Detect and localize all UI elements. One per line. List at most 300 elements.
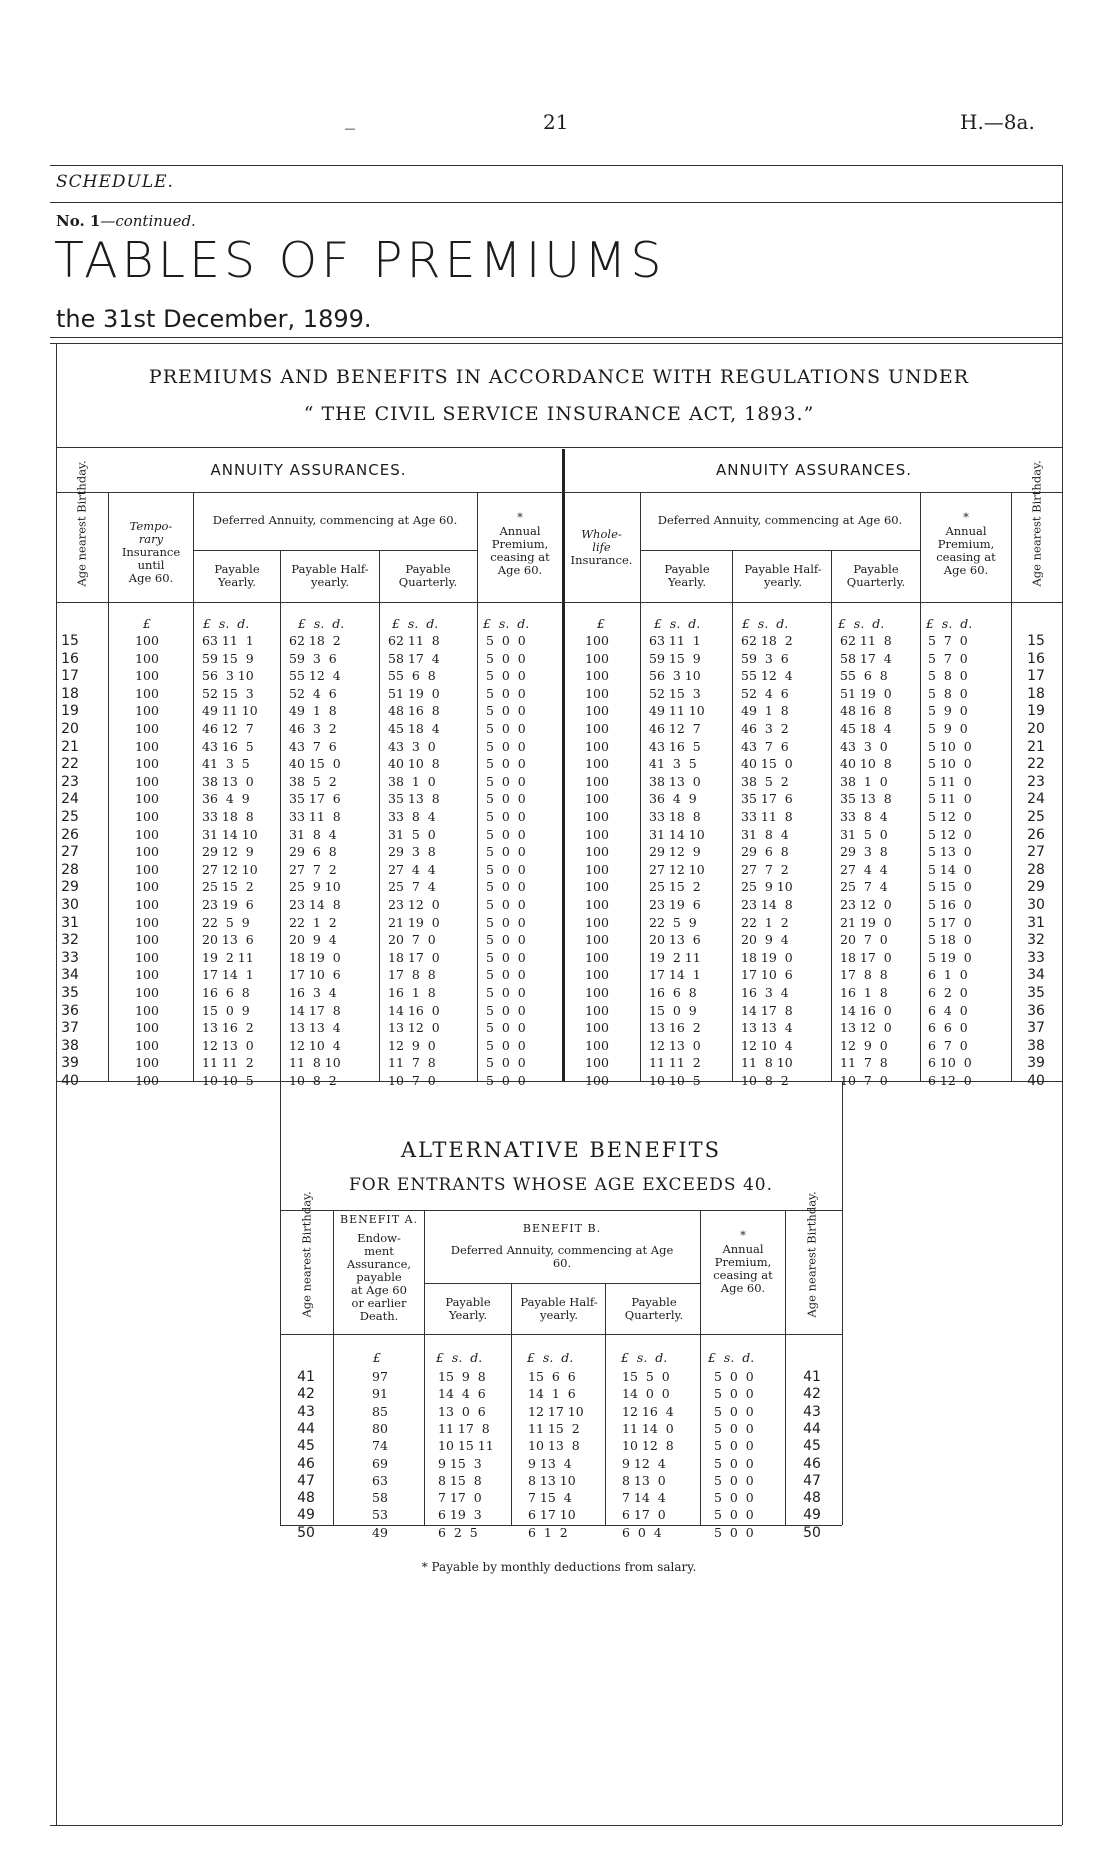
alt-age-cell: 48 (297, 1490, 315, 1507)
whole-cell: 100 (585, 1020, 609, 1036)
age-cell-right: 22 (1027, 756, 1045, 773)
age-cell: 34 (61, 967, 79, 984)
table-row (0, 633, 1114, 650)
alt-half-cell: 11 15 2 (528, 1420, 580, 1436)
table-row (0, 774, 1114, 791)
premium-cell: 5 0 0 (486, 703, 526, 719)
age-cell-right: 35 (1027, 985, 1045, 1001)
premium-cell: 5 0 0 (486, 826, 526, 842)
alt-age-cell-right: 45 (803, 1438, 821, 1455)
w-premium-cell: 5 15 0 (928, 879, 972, 895)
half-cell: 52 4 6 (289, 685, 337, 701)
w-half-cell: 18 19 0 (741, 949, 793, 965)
left-col-premium-header: Annual Premium, ceasing at Age 60. (490, 524, 550, 577)
age-cell-right: 21 (1027, 738, 1045, 755)
w-premium-cell: 5 11 0 (928, 773, 972, 789)
half-cell: 62 18 2 (289, 633, 341, 648)
age-cell-right: 37 (1027, 1020, 1045, 1037)
alt-col-deferred-header: Deferred Annuity, commencing at Age 60. (450, 1243, 674, 1270)
w-premium-cell: 5 12 0 (928, 809, 972, 824)
w-half-cell: 14 17 8 (741, 1002, 793, 1018)
age-cell: 25 (61, 809, 79, 825)
w-yearly-cell: 20 13 6 (649, 932, 701, 948)
whole-cell: 100 (585, 1055, 609, 1071)
table-row (0, 897, 1114, 914)
w-yearly-cell: 36 4 9 (649, 791, 697, 807)
unit-premium: £ s. d. (483, 616, 530, 631)
half-cell: 33 11 8 (289, 809, 341, 824)
w-quarter-cell: 55 6 8 (840, 668, 888, 684)
table-row (0, 1507, 1114, 1524)
table-row (0, 686, 1114, 703)
premium-cell: 5 0 0 (486, 685, 526, 701)
alt-age-cell: 42 (297, 1386, 315, 1403)
schedule-label: SCHEDULE. (56, 172, 174, 192)
yearly-cell: 59 15 9 (202, 650, 254, 666)
premium-cell: 5 0 0 (486, 791, 526, 807)
w-quarter-cell: 27 4 4 (840, 861, 888, 877)
w-yearly-cell: 43 16 5 (649, 738, 701, 754)
temp-cell: 100 (135, 791, 159, 807)
age-cell: 29 (61, 879, 79, 896)
premium-cell: 5 0 0 (486, 1002, 526, 1018)
w-premium-cell: 5 12 0 (928, 826, 972, 842)
alt-age-cell-right: 44 (803, 1420, 821, 1437)
age-cell-right: 15 (1027, 633, 1045, 649)
temp-line-2: rary (138, 532, 164, 546)
endow-line-4: payable (356, 1270, 402, 1284)
table-row (0, 985, 1114, 1002)
temp-cell: 100 (135, 861, 159, 877)
w-premium-cell: 6 12 0 (928, 1073, 972, 1088)
quarter-cell: 23 12 0 (388, 897, 440, 912)
whole-cell: 100 (585, 685, 609, 701)
w-quarter-cell: 48 16 8 (840, 703, 892, 719)
yearly-cell: 56 3 10 (202, 668, 254, 684)
temp-cell: 100 (135, 1002, 159, 1018)
yearly-cell: 43 16 5 (202, 738, 254, 754)
yearly-cell: 25 15 2 (202, 879, 254, 895)
premium-cell: 5 0 0 (486, 738, 526, 754)
alt-yearly-cell: 14 4 6 (438, 1386, 486, 1402)
w-half-cell: 62 18 2 (741, 633, 793, 648)
whole-cell: 100 (585, 703, 609, 719)
alt-quarter-cell: 6 0 4 (622, 1524, 662, 1540)
age-cell-right: 39 (1027, 1055, 1045, 1072)
quarter-cell: 29 3 8 (388, 844, 436, 860)
whole-cell: 100 (585, 1002, 609, 1018)
left-col-star: * (517, 510, 523, 524)
age-cell: 26 (61, 826, 79, 843)
w-quarter-cell: 29 3 8 (840, 844, 888, 860)
w-yearly-cell: 29 12 9 (649, 844, 701, 860)
table-row (0, 827, 1114, 844)
unit-w-yearly: £ s. d. (654, 616, 701, 631)
whole-cell: 100 (585, 809, 609, 824)
temp-cell: 100 (135, 897, 159, 912)
temp-cell: 100 (135, 949, 159, 965)
age-cell-right: 30 (1027, 897, 1045, 913)
half-cell: 49 1 8 (289, 703, 337, 719)
half-cell: 59 3 6 (289, 650, 337, 666)
table-row (0, 1073, 1114, 1090)
right-col-age-header: Age nearest Birthday. (1029, 460, 1044, 587)
alt-age-cell-right: 42 (803, 1386, 821, 1403)
right-col-yearly-header: Payable Yearly. (664, 562, 710, 589)
temp-cell: 100 (135, 809, 159, 824)
w-yearly-cell: 13 16 2 (649, 1020, 701, 1036)
alt-unit-endow: £ (373, 1350, 381, 1365)
premium-cell: 5 0 0 (486, 932, 526, 948)
w-premium-cell: 5 14 0 (928, 861, 972, 877)
table-row (0, 791, 1114, 808)
alt-col-yearly-header: Payable Yearly. (445, 1295, 491, 1322)
alt-col-age-header-right: Age nearest Birthday. (804, 1191, 819, 1318)
right-col-star: * (963, 510, 969, 524)
premium-cell: 5 0 0 (486, 773, 526, 789)
w-quarter-cell: 13 12 0 (840, 1020, 892, 1036)
premium-cell: 5 0 0 (486, 914, 526, 930)
heading-line-2: “ THE CIVIL SERVICE INSURANCE ACT, 1893.” (303, 403, 815, 425)
age-cell-right: 32 (1027, 932, 1045, 949)
alt-premium-cell: 5 0 0 (714, 1403, 754, 1419)
temp-cell: 100 (135, 844, 159, 860)
quarter-cell: 14 16 0 (388, 1002, 440, 1018)
half-cell: 14 17 8 (289, 1002, 341, 1018)
half-cell: 31 8 4 (289, 826, 337, 842)
temp-cell: 100 (135, 1073, 159, 1088)
unit-w-premium: £ s. d. (926, 616, 973, 631)
age-cell-right: 38 (1027, 1037, 1045, 1054)
temp-line-1: Tempo- (129, 519, 173, 533)
age-cell-right: 25 (1027, 809, 1045, 825)
w-half-cell: 46 3 2 (741, 721, 789, 736)
alt-quarter-cell: 11 14 0 (622, 1420, 674, 1436)
yearly-cell: 52 15 3 (202, 685, 254, 701)
alt-half-cell: 14 1 6 (528, 1386, 576, 1402)
w-quarter-cell: 20 7 0 (840, 932, 888, 948)
premium-cell: 5 0 0 (486, 985, 526, 1000)
alt-premium-cell: 5 0 0 (714, 1369, 754, 1384)
quarter-cell: 33 8 4 (388, 809, 436, 824)
yearly-cell: 11 11 2 (202, 1055, 254, 1071)
alt-endow-cell: 53 (372, 1507, 388, 1523)
premium-cell: 5 0 0 (486, 897, 526, 912)
quarter-cell: 58 17 4 (388, 650, 440, 666)
w-yearly-cell: 23 19 6 (649, 897, 701, 912)
whole-cell: 100 (585, 861, 609, 877)
half-cell: 29 6 8 (289, 844, 337, 860)
w-quarter-cell: 43 3 0 (840, 738, 888, 754)
endow-line-5: at Age 60 (351, 1283, 407, 1297)
alt-age-cell-right: 48 (803, 1490, 821, 1507)
left-col-half-header: Payable Half-yearly. (291, 562, 369, 589)
alt-title: ALTERNATIVE BENEFITS (400, 1138, 722, 1162)
half-cell: 11 8 10 (289, 1055, 341, 1071)
alt-endow-cell: 85 (372, 1403, 388, 1419)
alt-half-cell: 10 13 8 (528, 1438, 580, 1454)
alt-quarter-cell: 12 16 4 (622, 1403, 674, 1419)
quarter-cell: 40 10 8 (388, 756, 440, 772)
unit-whole: £ (597, 616, 605, 631)
premium-cell: 5 0 0 (486, 1020, 526, 1036)
age-cell: 40 (61, 1073, 79, 1089)
table-row (0, 967, 1114, 984)
w-half-cell: 22 1 2 (741, 914, 789, 930)
w-premium-cell: 5 10 0 (928, 756, 972, 772)
w-yearly-cell: 52 15 3 (649, 685, 701, 701)
whole-cell: 100 (585, 633, 609, 648)
temp-cell: 100 (135, 967, 159, 983)
quarter-cell: 31 5 0 (388, 826, 436, 842)
whole-cell: 100 (585, 721, 609, 736)
left-col-age-header: Age nearest Birthday. (74, 460, 89, 587)
half-cell: 38 5 2 (289, 773, 337, 789)
w-premium-cell: 5 9 0 (928, 703, 968, 719)
alt-premium-cell: 5 0 0 (714, 1455, 754, 1471)
age-cell: 33 (61, 949, 79, 966)
w-quarter-cell: 58 17 4 (840, 650, 892, 666)
w-quarter-cell: 23 12 0 (840, 897, 892, 912)
unit-quarter: £ s. d. (392, 616, 439, 631)
age-cell: 31 (61, 914, 79, 931)
w-quarter-cell: 21 19 0 (840, 914, 892, 930)
alt-age-cell: 47 (297, 1472, 315, 1489)
schedule-number (56, 212, 196, 230)
age-cell: 15 (61, 633, 79, 649)
yearly-cell: 63 11 1 (202, 633, 254, 648)
whole-cell: 100 (585, 897, 609, 912)
w-yearly-cell: 11 11 2 (649, 1055, 701, 1071)
w-half-cell: 10 8 2 (741, 1073, 789, 1088)
temp-cell: 100 (135, 685, 159, 701)
page-title: TABLES OF PREMIUMS (54, 232, 666, 289)
w-half-cell: 17 10 6 (741, 967, 793, 983)
header-dash: _ (345, 106, 355, 130)
whole-cell: 100 (585, 844, 609, 860)
temp-cell: 100 (135, 1020, 159, 1036)
w-premium-cell: 5 7 0 (928, 633, 968, 648)
table-row (0, 879, 1114, 896)
quarter-cell: 62 11 8 (388, 633, 440, 648)
w-half-cell: 43 7 6 (741, 738, 789, 754)
w-yearly-cell: 25 15 2 (649, 879, 701, 895)
half-cell: 17 10 6 (289, 967, 341, 983)
unit-w-quarter: £ s. d. (838, 616, 885, 631)
whole-cell: 100 (585, 1073, 609, 1088)
table-row (0, 1003, 1114, 1020)
number-label: No. 1 (56, 212, 101, 230)
alt-endow-cell: 69 (372, 1455, 388, 1471)
yearly-cell: 49 11 10 (202, 703, 258, 719)
age-cell: 18 (61, 685, 79, 702)
table-row (0, 739, 1114, 756)
w-half-cell: 27 7 2 (741, 861, 789, 877)
premium-cell: 5 0 0 (486, 1055, 526, 1071)
alt-age-cell: 49 (297, 1507, 315, 1524)
continued-label: —continued. (100, 212, 196, 230)
alt-half-cell: 9 13 4 (528, 1455, 572, 1471)
quarter-cell: 38 1 0 (388, 773, 436, 789)
yearly-cell: 10 10 5 (202, 1073, 254, 1088)
alt-quarter-cell: 15 5 0 (622, 1369, 670, 1384)
age-cell-right: 17 (1027, 668, 1045, 685)
premium-cell: 5 0 0 (486, 1073, 526, 1088)
age-cell-right: 33 (1027, 949, 1045, 966)
w-quarter-cell: 38 1 0 (840, 773, 888, 789)
age-cell: 16 (61, 650, 79, 667)
table-row (0, 809, 1114, 826)
right-table-title: ANNUITY ASSURANCES. (715, 461, 913, 479)
w-premium-cell: 5 19 0 (928, 949, 972, 965)
alt-half-cell: 7 15 4 (528, 1490, 572, 1506)
unit-temp: £ (143, 616, 151, 631)
premium-cell: 5 0 0 (486, 844, 526, 860)
table-row (0, 844, 1114, 861)
w-yearly-cell: 59 15 9 (649, 650, 701, 666)
age-cell-right: 27 (1027, 844, 1045, 861)
alt-endow-cell: 63 (372, 1472, 388, 1488)
w-yearly-cell: 31 14 10 (649, 826, 705, 842)
age-cell: 36 (61, 1002, 79, 1019)
alt-subtitle: FOR ENTRANTS WHOSE AGE EXCEEDS 40. (348, 1175, 774, 1195)
w-half-cell: 52 4 6 (741, 685, 789, 701)
alt-endow-cell: 49 (372, 1524, 388, 1540)
age-cell: 38 (61, 1037, 79, 1054)
yearly-cell: 17 14 1 (202, 967, 254, 983)
quarter-cell: 51 19 0 (388, 685, 440, 701)
age-cell-right: 23 (1027, 773, 1045, 790)
table-row (0, 1020, 1114, 1037)
temp-cell: 100 (135, 985, 159, 1000)
alt-premium-cell: 5 0 0 (714, 1386, 754, 1402)
premium-cell: 5 0 0 (486, 949, 526, 965)
temp-cell: 100 (135, 633, 159, 648)
alt-benefit-b: BENEFIT B. (522, 1222, 602, 1235)
age-cell-right: 34 (1027, 967, 1045, 984)
alt-endow-cell: 80 (372, 1420, 388, 1436)
half-cell: 35 17 6 (289, 791, 341, 807)
half-cell: 27 7 2 (289, 861, 337, 877)
age-cell-right: 36 (1027, 1002, 1045, 1019)
alt-unit-yearly: £ s. d. (436, 1350, 483, 1365)
table-row (0, 862, 1114, 879)
whole-cell: 100 (585, 914, 609, 930)
table-row (0, 1369, 1114, 1386)
w-premium-cell: 5 8 0 (928, 685, 968, 701)
table-row (0, 1438, 1114, 1455)
age-cell: 20 (61, 721, 79, 737)
w-quarter-cell: 40 10 8 (840, 756, 892, 772)
whole-cell: 100 (585, 879, 609, 895)
premium-cell: 5 0 0 (486, 650, 526, 666)
alt-unit-quarter: £ s. d. (621, 1350, 668, 1365)
yearly-cell: 19 2 11 (202, 949, 254, 965)
w-half-cell: 31 8 4 (741, 826, 789, 842)
w-premium-cell: 6 4 0 (928, 1002, 968, 1018)
w-yearly-cell: 16 6 8 (649, 985, 697, 1000)
table-row (0, 1473, 1114, 1490)
age-cell-right: 24 (1027, 791, 1045, 808)
alt-quarter-cell: 6 17 0 (622, 1507, 666, 1523)
alt-yearly-cell: 9 15 3 (438, 1455, 482, 1471)
w-yearly-cell: 19 2 11 (649, 949, 701, 965)
w-quarter-cell: 62 11 8 (840, 633, 892, 648)
left-table-title: ANNUITY ASSURANCES. (210, 461, 407, 479)
quarter-cell: 10 7 0 (388, 1073, 436, 1088)
w-quarter-cell: 14 16 0 (840, 1002, 892, 1018)
half-cell: 18 19 0 (289, 949, 341, 965)
w-premium-cell: 6 1 0 (928, 967, 968, 983)
half-cell: 25 9 10 (289, 879, 341, 895)
w-premium-cell: 6 7 0 (928, 1037, 968, 1053)
temp-cell: 100 (135, 668, 159, 684)
table-row (0, 950, 1114, 967)
left-col-yearly-header: Payable Yearly. (214, 562, 260, 589)
half-cell: 55 12 4 (289, 668, 341, 684)
w-quarter-cell: 45 18 4 (840, 721, 892, 736)
w-premium-cell: 5 9 0 (928, 721, 968, 736)
age-cell: 28 (61, 861, 79, 878)
yearly-cell: 23 19 6 (202, 897, 254, 912)
endow-line-1: Endow- (357, 1231, 401, 1245)
w-half-cell: 23 14 8 (741, 897, 793, 912)
alt-unit-premium: £ s. d. (708, 1350, 755, 1365)
alt-age-cell: 43 (297, 1403, 315, 1420)
alt-col-age-header: Age nearest Birthday. (299, 1191, 314, 1318)
yearly-cell: 20 13 6 (202, 932, 254, 948)
alt-benefit-a: BENEFIT A. (339, 1213, 419, 1226)
quarter-cell: 11 7 8 (388, 1055, 436, 1071)
whole-cell: 100 (585, 932, 609, 948)
age-cell-right: 16 (1027, 650, 1045, 667)
half-cell: 22 1 2 (289, 914, 337, 930)
temp-line-3: Insurance (121, 545, 181, 559)
age-cell: 24 (61, 791, 79, 808)
w-premium-cell: 5 7 0 (928, 650, 968, 666)
temp-cell: 100 (135, 756, 159, 772)
w-premium-cell: 5 8 0 (928, 668, 968, 684)
alt-half-cell: 15 6 6 (528, 1369, 576, 1384)
w-yearly-cell: 22 5 9 (649, 914, 697, 930)
age-cell: 35 (61, 985, 79, 1001)
alt-col-quarter-header: Payable Quarterly. (624, 1295, 684, 1322)
page-number: 21 (543, 110, 569, 134)
w-half-cell: 55 12 4 (741, 668, 793, 684)
table-row (0, 668, 1114, 685)
w-half-cell: 13 13 4 (741, 1020, 793, 1036)
age-cell-right: 20 (1027, 721, 1045, 737)
table-row (0, 915, 1114, 932)
w-premium-cell: 5 13 0 (928, 844, 972, 860)
w-premium-cell: 5 16 0 (928, 897, 972, 912)
quarter-cell: 17 8 8 (388, 967, 436, 983)
table-row (0, 1404, 1114, 1421)
temp-cell: 100 (135, 721, 159, 736)
temp-cell: 100 (135, 703, 159, 719)
quarter-cell: 12 9 0 (388, 1037, 436, 1053)
temp-cell: 100 (135, 914, 159, 930)
alt-endow-cell: 91 (372, 1386, 388, 1402)
w-half-cell: 11 8 10 (741, 1055, 793, 1071)
whole-cell: 100 (585, 985, 609, 1000)
w-yearly-cell: 33 18 8 (649, 809, 701, 824)
yearly-cell: 16 6 8 (202, 985, 250, 1000)
age-cell: 27 (61, 844, 79, 861)
temp-cell: 100 (135, 1055, 159, 1071)
alt-yearly-cell: 11 17 8 (438, 1420, 490, 1436)
quarter-cell: 16 1 8 (388, 985, 436, 1000)
